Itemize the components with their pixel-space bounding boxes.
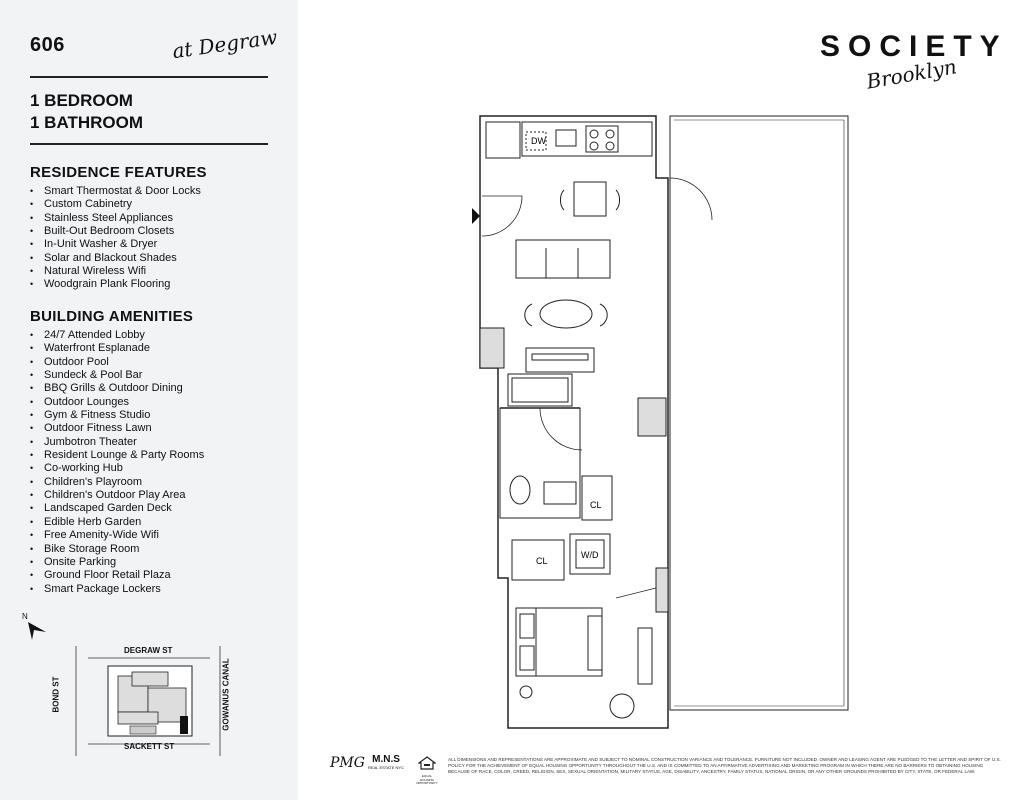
north-arrow-icon: [24, 618, 50, 642]
street-label-left: BOND ST: [51, 676, 61, 713]
mns-title: M.N.S: [372, 754, 400, 765]
street-label-top: DEGRAW ST: [124, 646, 173, 655]
unit-type: [30, 90, 143, 134]
list-item: • Onsite Parking: [30, 556, 204, 569]
list-item: • Woodgrain Plank Flooring: [30, 278, 201, 291]
equal-housing-logo: [416, 756, 438, 786]
brand-logo: SOCIETY: [820, 30, 1008, 63]
house-icon: [418, 756, 436, 770]
pmg-logo: PMG: [330, 755, 365, 771]
list-item: • In-Unit Washer & Dryer: [30, 238, 201, 251]
mns-logo: [368, 754, 404, 770]
legal-disclaimer: ALL DIMENSIONS AND REPRESENTATIONS ARE APPROXIMATE AND SUBJECT TO NOMINAL CONSTRUCTION VARIANCE AND TOLERANCE. FURNITURE NOT INCLUDED. OWNER AND LEASING AGENT ARE PLEDGED TO THE LETTER AND SPIRIT OF U.S. POLICY FOR THE ACHIEVEMENT OF EQUAL HOUSING OPPORTUNITY THROUGHOUT THE U.S. AND IS COMMITTED TO AN AFFIRMATIVE ADVERTISING AND MARKETING PROGRAM IN WHICH THERE ARE NO BARRIERS TO OBTAINING HOUSING BECAUSE OF RACE, COLOR, CREED, RELIGION, SEX, SEXUAL ORIENTATION, MILITARY STATUS, AGE, DISABILITY, ANCESTRY, FAMILY STATUS, NATIONAL ORIGIN, OR ANY OTHER GROUNDS PROHIBITED BY CITY, STATE, OR FEDERAL LAW.: [448, 757, 1001, 774]
list-item: • BBQ Grills & Outdoor Dining: [30, 382, 204, 395]
list-item: • Edible Herb Garden: [30, 516, 204, 529]
building-script-title: at Degraw: [170, 24, 279, 64]
closet-label: CL: [536, 556, 548, 566]
list-item: • Children's Playroom: [30, 476, 204, 489]
list-item: • Outdoor Lounges: [30, 396, 204, 409]
closet-label: CL: [590, 500, 602, 510]
building-amenities-title: BUILDING AMENITIES: [30, 308, 194, 325]
list-item: • Smart Package Lockers: [30, 583, 204, 596]
street-label-right: GOWANUS CANAL: [221, 658, 231, 731]
list-item: • Co-working Hub: [30, 462, 204, 475]
list-item: • Free Amenity-Wide Wifi: [30, 529, 204, 542]
list-item: • Children's Outdoor Play Area: [30, 489, 204, 502]
list-item: • Built-Out Bedroom Closets: [30, 225, 201, 238]
list-item: • 24/7 Attended Lobby: [30, 329, 204, 342]
list-item: • Gym & Fitness Studio: [30, 409, 204, 422]
brand-script: Brooklyn: [864, 54, 959, 94]
list-item: • Bike Storage Room: [30, 543, 204, 556]
mns-subtitle: REAL ESTATE NYC: [368, 765, 404, 770]
north-label: N: [22, 612, 28, 621]
list-item: • Ground Floor Retail Plaza: [30, 569, 204, 582]
dishwasher-label: DW: [531, 136, 546, 146]
unit-number: 606: [30, 34, 65, 56]
bathroom-count: 1 BATHROOM: [30, 113, 144, 132]
list-item: • Jumbotron Theater: [30, 436, 204, 449]
list-item: • Stainless Steel Appliances: [30, 212, 201, 225]
terrace-outline: [670, 116, 848, 710]
list-item: • Solar and Blackout Shades: [30, 252, 201, 265]
eho-label: EQUAL HOUSING OPPORTUNITY: [416, 774, 438, 785]
street-label-bottom: SACKETT ST: [124, 742, 175, 751]
divider: [30, 76, 268, 78]
divider: [30, 143, 268, 145]
list-item: • Resident Lounge & Party Rooms: [30, 449, 204, 462]
list-item: • Sundeck & Pool Bar: [30, 369, 204, 382]
bedroom-count: 1 BEDROOM: [30, 91, 133, 110]
sidebar: [0, 0, 298, 800]
building-amenities-list: [30, 329, 204, 596]
residence-features-list: [30, 185, 201, 292]
list-item: • Landscaped Garden Deck: [30, 502, 204, 515]
list-item: • Smart Thermostat & Door Locks: [30, 185, 201, 198]
residence-features-title: RESIDENCE FEATURES: [30, 164, 207, 181]
washer-dryer-label: W/D: [581, 550, 599, 560]
list-item: • Natural Wireless Wifi: [30, 265, 201, 278]
floor-plan: [460, 108, 860, 738]
list-item: • Outdoor Pool: [30, 356, 204, 369]
list-item: • Waterfront Esplanade: [30, 342, 204, 355]
list-item: • Outdoor Fitness Lawn: [30, 422, 204, 435]
list-item: • Custom Cabinetry: [30, 198, 201, 211]
